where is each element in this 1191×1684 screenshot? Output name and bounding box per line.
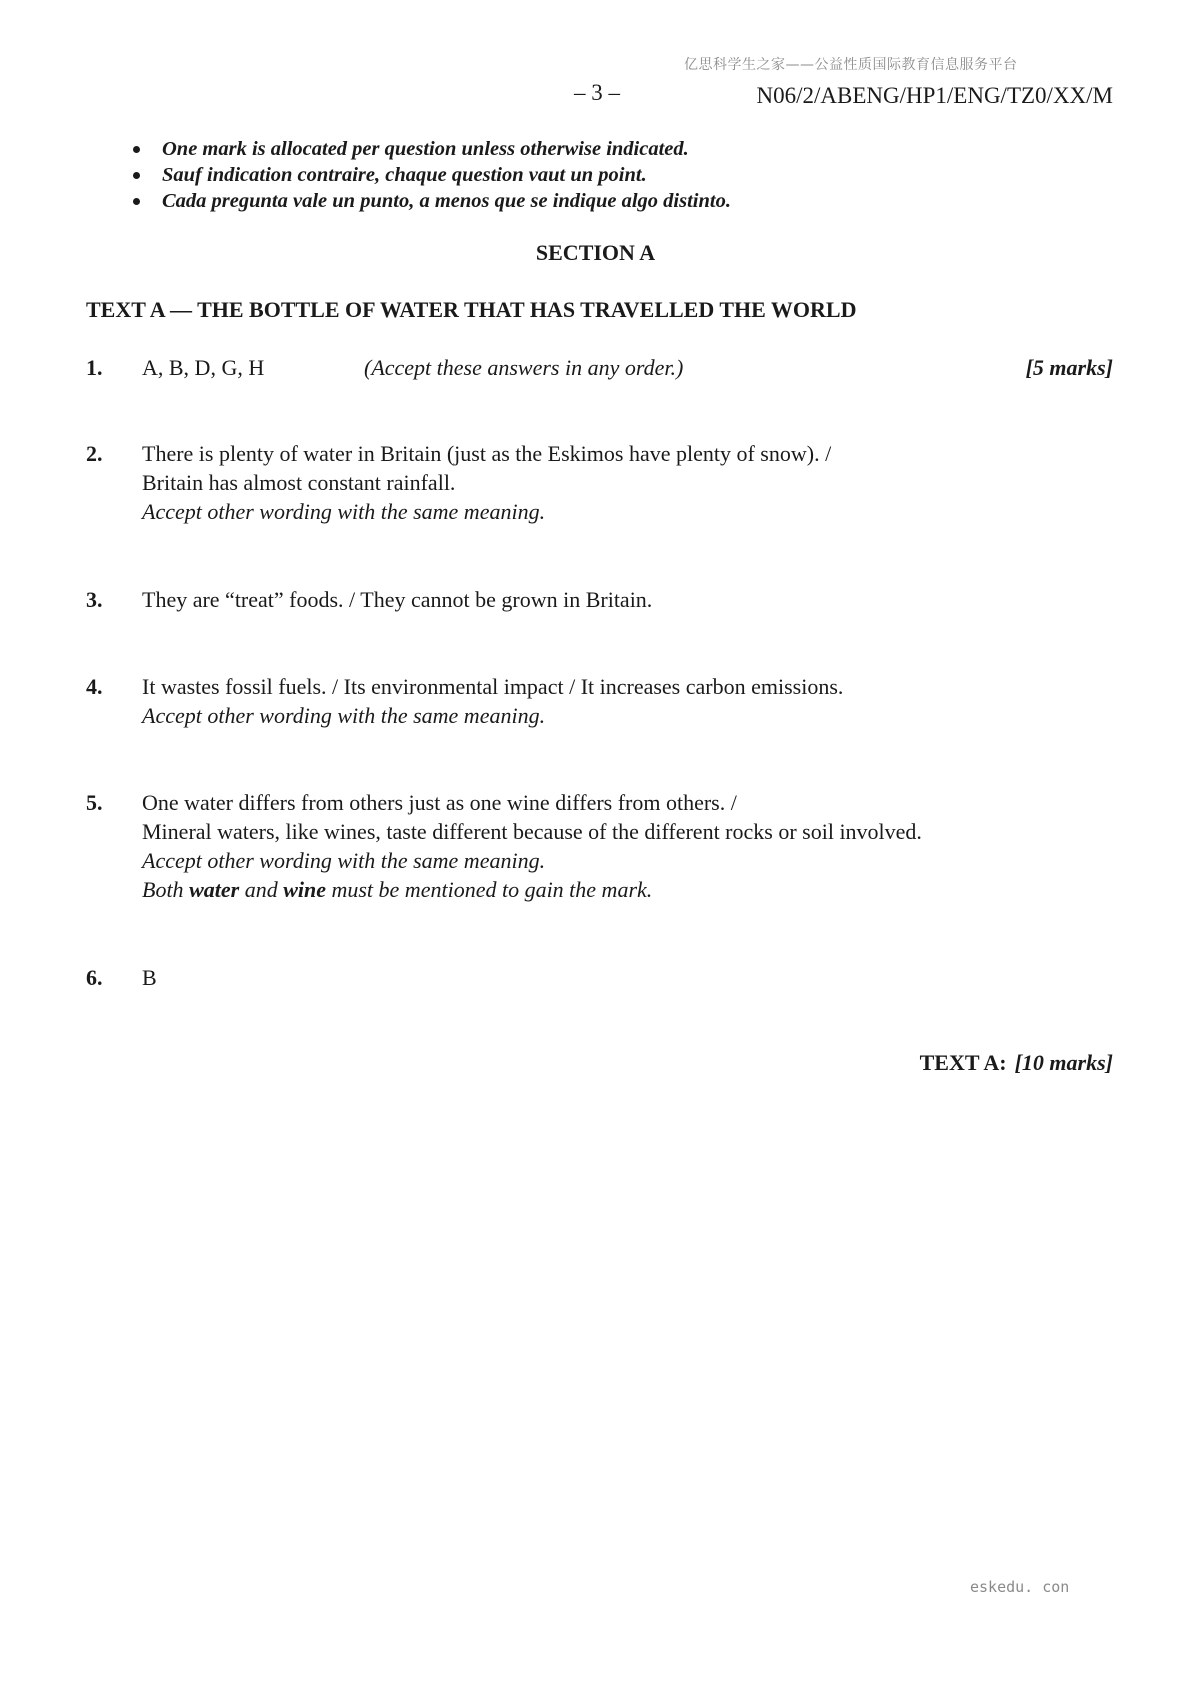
answer-line: It wastes fossil fuels. / Its environmental impact / It increases carbon emissions. <box>142 674 844 699</box>
marking-note-requirement <box>142 875 1113 904</box>
footer-watermark: eskedu. con <box>970 1578 1070 1596</box>
text-total-marks <box>920 1050 1113 1076</box>
question-6 <box>86 963 1113 992</box>
answer-line: One water differs from others just as one wine differs from others. / <box>142 790 737 815</box>
section-heading: SECTION A <box>535 240 656 265</box>
note-english: One mark is allocated per question unless otherwise indicated. <box>130 136 731 162</box>
note-text: must be mentioned to gain the mark. <box>325 877 653 902</box>
question-number: 5. <box>86 790 103 815</box>
text-title: TEXT A — THE BOTTLE OF WATER THAT HAS TRAVELLED THE WORLD <box>86 297 857 322</box>
answer-line: Mineral waters, like wines, taste different because of the different rocks or soil involved. <box>142 819 922 844</box>
question-number: 3. <box>86 587 103 612</box>
question-note: (Accept these answers in any order.) <box>364 355 684 380</box>
question-number: 1. <box>86 355 103 380</box>
question-marks: [5 marks] <box>1025 355 1113 380</box>
marking-note: Accept other wording with the same meaning. <box>142 703 546 728</box>
note-text: and <box>239 877 284 902</box>
instruction-notes <box>130 136 731 214</box>
total-marks: [10 marks] <box>1014 1050 1113 1075</box>
marking-note: Accept other wording with the same meaning. <box>142 499 546 524</box>
question-number: 2. <box>86 441 103 466</box>
header-watermark: 亿思科学生之家——公益性质国际教育信息服务平台 <box>684 57 1018 73</box>
note-french: Sauf indication contraire, chaque question vaut un point. <box>130 162 731 188</box>
question-number: 6. <box>86 965 103 990</box>
answer-line: They are “treat” foods. / They cannot be grown in Britain. <box>142 587 653 612</box>
question-number: 4. <box>86 674 103 699</box>
question-answer: A, B, D, G, H <box>142 355 265 380</box>
note-text: Both <box>142 877 190 902</box>
question-1 <box>86 353 1113 383</box>
marking-note: Accept other wording with the same meaning. <box>142 848 546 873</box>
page-number: – 3 – <box>574 80 620 105</box>
total-label: TEXT A: <box>919 1050 1007 1075</box>
question-2 <box>86 439 1113 526</box>
answer-line: B <box>142 965 157 990</box>
keyword-water: water <box>189 877 240 902</box>
question-4 <box>86 672 1113 730</box>
question-3 <box>86 585 1113 614</box>
document-code: N06/2/ABENG/HP1/ENG/TZ0/XX/M <box>756 83 1113 108</box>
answer-line: There is plenty of water in Britain (just as the Eskimos have plenty of snow). / <box>142 441 832 466</box>
keyword-wine: wine <box>283 877 326 902</box>
question-5 <box>86 788 1113 904</box>
note-spanish: Cada pregunta vale un punto, a menos que se indique algo distinto. <box>130 188 731 214</box>
answer-line: Britain has almost constant rainfall. <box>142 470 456 495</box>
